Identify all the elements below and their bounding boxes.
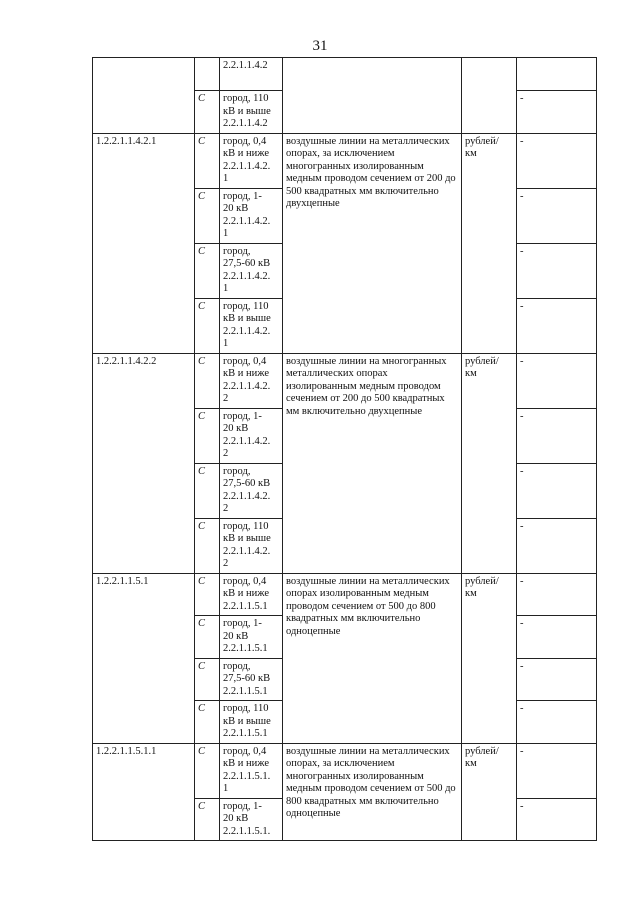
class-cell: С [195,616,220,659]
unit-cell: рублей/ км [462,573,517,743]
table-row [93,573,597,616]
table-row [93,58,597,91]
group-cell: город, 27,5-60 кВ 2.2.1.1.4.2. 1 [220,243,283,298]
class-cell: С [195,408,220,463]
description-cell: воздушные линии на металлических опорах, за исключением многогранных изолированным медным проводом сечением от 200 до 500 квадратных мм включительно двухцепные [283,133,462,353]
value-cell: - [517,573,597,616]
group-cell: город, 1- 20 кВ 2.2.1.1.5.1. [220,798,283,841]
value-cell: - [517,91,597,134]
value-cell: - [517,798,597,841]
group-cell: город, 110 кВ и выше 2.2.1.1.4.2. 1 [220,298,283,353]
group-cell: город, 1- 20 кВ 2.2.1.1.4.2. 2 [220,408,283,463]
value-cell: - [517,188,597,243]
description-cell: воздушные линии на металлических опорах изолированным медным проводом сечением от 500 до 800 квадратных мм включительно одноцепные [283,573,462,743]
value-cell: - [517,616,597,659]
group-cell: город, 0,4 кВ и ниже 2.2.1.1.5.1. 1 [220,743,283,798]
group-cell: город, 27,5-60 кВ 2.2.1.1.4.2. 2 [220,463,283,518]
group-cell: город, 110 кВ и выше 2.2.1.1.4.2. 2 [220,518,283,573]
description-cell: воздушные линии на многогранных металлических опорах изолированным медным проводом сечением от 200 до 500 квадратных мм включительно двухцепные [283,353,462,573]
unit-cell: рублей/ км [462,133,517,353]
description-cell: воздушные линии на металлических опорах, за исключением многогранных изолированным медным проводом сечением от 500 до 800 квадратных мм включительно одноцепные [283,743,462,841]
class-cell: С [195,518,220,573]
group-cell: 2.2.1.1.4.2 [220,58,283,91]
value-cell: - [517,408,597,463]
class-cell: С [195,353,220,408]
class-cell: С [195,463,220,518]
group-cell: город, 110 кВ и выше 2.2.1.1.4.2 [220,91,283,134]
class-cell: С [195,133,220,188]
value-cell: - [517,298,597,353]
code-cell [93,58,195,134]
group-cell: город, 27,5-60 кВ 2.2.1.1.5.1 [220,658,283,701]
group-cell: город, 0,4 кВ и ниже 2.2.1.1.5.1 [220,573,283,616]
group-cell: город, 110 кВ и выше 2.2.1.1.5.1 [220,701,283,744]
group-cell: город, 1- 20 кВ 2.2.1.1.4.2. 1 [220,188,283,243]
page-number: 31 [312,38,328,54]
class-cell [195,58,220,91]
group-cell: город, 0,4 кВ и ниже 2.2.1.1.4.2. 1 [220,133,283,188]
value-cell: - [517,743,597,798]
table-row [93,743,597,798]
value-cell: - [517,353,597,408]
class-cell: С [195,243,220,298]
class-cell: С [195,298,220,353]
tariff-table [92,57,597,841]
class-cell: С [195,573,220,616]
code-cell: 1.2.2.1.1.4.2.1 [93,133,195,353]
unit-cell [462,58,517,134]
table-row [93,353,597,408]
value-cell: - [517,243,597,298]
value-cell: - [517,463,597,518]
description-cell [283,58,462,134]
class-cell: С [195,701,220,744]
unit-cell: рублей/ км [462,353,517,573]
value-cell: - [517,133,597,188]
table-row [93,133,597,188]
class-cell: С [195,798,220,841]
group-cell: город, 0,4 кВ и ниже 2.2.1.1.4.2. 2 [220,353,283,408]
class-cell: С [195,188,220,243]
value-cell: - [517,658,597,701]
value-cell: - [517,701,597,744]
class-cell: С [195,658,220,701]
value-cell: - [517,518,597,573]
code-cell: 1.2.2.1.1.5.1.1 [93,743,195,841]
code-cell: 1.2.2.1.1.5.1 [93,573,195,743]
value-cell [517,58,597,91]
class-cell: С [195,91,220,134]
code-cell: 1.2.2.1.1.4.2.2 [93,353,195,573]
class-cell: С [195,743,220,798]
unit-cell: рублей/ км [462,743,517,841]
group-cell: город, 1- 20 кВ 2.2.1.1.5.1 [220,616,283,659]
